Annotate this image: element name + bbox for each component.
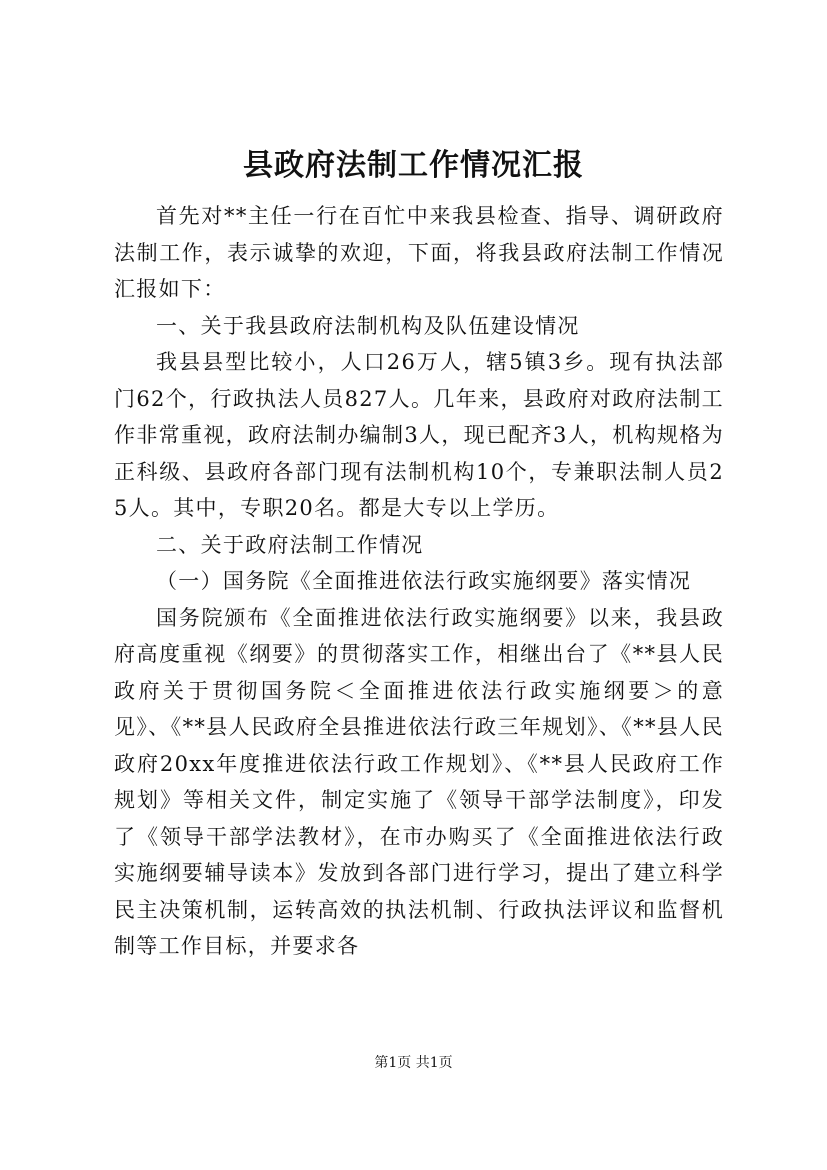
subsection-heading-1: （一）国务院《全面推进依法行政实施纲要》落实情况 [156,569,692,593]
document-body [114,198,724,965]
section-heading-2: 二、关于政府法制工作情况 [156,532,424,557]
paragraph-organization: 我县县型比较小，人口26万人，辖5镇3乡。现有执法部门62个，行政执法人员827人。几年来，县政府对政府法制工作非常重视，政府法制办编制3人，现已配齐3人，机构规格为正科级、县政府各部门现有法制机构10个，专兼职法制人员25人。其中，专职20名。都是大专以上学历。 [114,350,724,520]
section-heading-1: 一、关于我县政府法制机构及队伍建设情况 [156,313,580,338]
page-footer: 第1页 共1页 [374,1055,453,1071]
document-title: 县政府法制工作情况汇报 [243,148,584,183]
paragraph-intro: 首先对**主任一行在百忙中来我县检查、指导、调研政府法制工作，表示诚挚的欢迎，下面，将我县政府法制工作情况汇报如下： [114,204,724,301]
paragraph-implementation: 国务院颁布《全面推进依法行政实施纲要》以来，我县政府高度重视《纲要》的贯彻落实工作，相继出台了《**县人民政府关于贯彻国务院＜全面推进依法行政实施纲要＞的意见》、《**县人民政府全县推进依法行政三年规划》、《**县人民政府20xx年度推进依法行政工作规划》、《**县人民政府工作规划》等相关文件，制定实施了《领导干部学法制度》，印发了《领导干部学法教材》，在市办购买了《全面推进依法行政实施纲要辅导读本》发放到各部门进行学习，提出了建立科学民主决策机制，运转高效的执法机制、行政执法评议和监督机制等工作目标，并要求各 [114,605,724,958]
